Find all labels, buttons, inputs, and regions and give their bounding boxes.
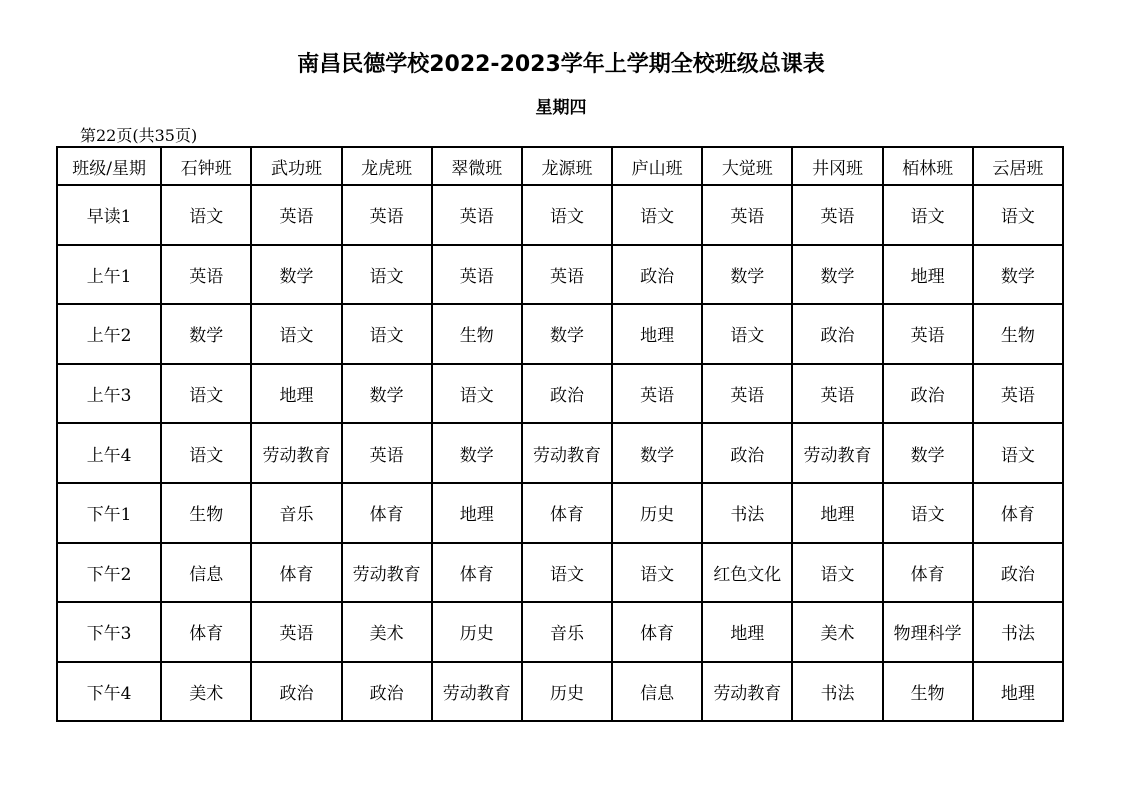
subject-cell: 地理 xyxy=(973,662,1063,722)
subject-cell: 数学 xyxy=(792,245,882,305)
table-row xyxy=(57,483,1063,543)
subject-cell: 书法 xyxy=(702,483,792,543)
subject-cell: 政治 xyxy=(522,364,612,424)
class-header: 武功班 xyxy=(251,147,341,185)
class-header: 庐山班 xyxy=(612,147,702,185)
subject-cell: 语文 xyxy=(973,423,1063,483)
subject-cell: 政治 xyxy=(702,423,792,483)
subject-cell: 音乐 xyxy=(251,483,341,543)
subject-cell: 政治 xyxy=(251,662,341,722)
subject-cell: 政治 xyxy=(612,245,702,305)
subject-cell: 语文 xyxy=(342,245,432,305)
subject-cell: 政治 xyxy=(883,364,973,424)
subject-cell: 体育 xyxy=(612,602,702,662)
subject-cell: 历史 xyxy=(432,602,522,662)
subject-cell: 英语 xyxy=(432,185,522,245)
table-row xyxy=(57,662,1063,722)
subject-cell: 语文 xyxy=(251,304,341,364)
class-header: 井冈班 xyxy=(792,147,882,185)
subject-cell: 英语 xyxy=(612,364,702,424)
subject-cell: 语文 xyxy=(612,543,702,603)
class-header: 翠微班 xyxy=(432,147,522,185)
table-row xyxy=(57,185,1063,245)
table-row xyxy=(57,602,1063,662)
subject-cell: 英语 xyxy=(973,364,1063,424)
subject-cell: 英语 xyxy=(432,245,522,305)
subject-cell: 语文 xyxy=(883,483,973,543)
subject-cell: 数学 xyxy=(522,304,612,364)
subject-cell: 信息 xyxy=(612,662,702,722)
subject-cell: 体育 xyxy=(161,602,251,662)
subject-cell: 地理 xyxy=(883,245,973,305)
subject-cell: 英语 xyxy=(702,185,792,245)
subject-cell: 数学 xyxy=(432,423,522,483)
subject-cell: 美术 xyxy=(342,602,432,662)
subject-cell: 语文 xyxy=(522,543,612,603)
subject-cell: 英语 xyxy=(883,304,973,364)
period-label: 下午1 xyxy=(57,483,161,543)
table-row xyxy=(57,245,1063,305)
page-title: 南昌民德学校2022-2023学年上学期全校班级总课表 xyxy=(297,52,825,77)
subject-cell: 英语 xyxy=(251,602,341,662)
schedule-body xyxy=(57,185,1063,721)
subject-cell: 劳动教育 xyxy=(342,543,432,603)
subject-cell: 语文 xyxy=(702,304,792,364)
subject-cell: 劳动教育 xyxy=(792,423,882,483)
subject-cell: 体育 xyxy=(973,483,1063,543)
class-header: 龙虎班 xyxy=(342,147,432,185)
subject-cell: 政治 xyxy=(792,304,882,364)
subject-cell: 书法 xyxy=(792,662,882,722)
subject-cell: 劳动教育 xyxy=(251,423,341,483)
subject-cell: 英语 xyxy=(251,185,341,245)
subject-cell: 数学 xyxy=(702,245,792,305)
subject-cell: 英语 xyxy=(342,185,432,245)
subject-cell: 地理 xyxy=(702,602,792,662)
subject-cell: 政治 xyxy=(973,543,1063,603)
class-header: 云居班 xyxy=(973,147,1063,185)
table-row xyxy=(57,304,1063,364)
day-subtitle: 星期四 xyxy=(535,98,587,118)
subject-cell: 生物 xyxy=(161,483,251,543)
subject-cell: 数学 xyxy=(883,423,973,483)
subject-cell: 数学 xyxy=(612,423,702,483)
period-label: 下午2 xyxy=(57,543,161,603)
subject-cell: 物理科学 xyxy=(883,602,973,662)
subject-cell: 美术 xyxy=(161,662,251,722)
subject-cell: 体育 xyxy=(251,543,341,603)
subject-cell: 语文 xyxy=(973,185,1063,245)
period-label: 下午3 xyxy=(57,602,161,662)
subject-cell: 生物 xyxy=(973,304,1063,364)
subject-cell: 地理 xyxy=(792,483,882,543)
table-header-row xyxy=(57,147,1063,185)
subject-cell: 数学 xyxy=(342,364,432,424)
subject-cell: 语文 xyxy=(792,543,882,603)
subject-cell: 英语 xyxy=(522,245,612,305)
subject-cell: 书法 xyxy=(973,602,1063,662)
subject-cell: 生物 xyxy=(432,304,522,364)
subject-cell: 英语 xyxy=(342,423,432,483)
period-label: 上午4 xyxy=(57,423,161,483)
subject-cell: 红色文化 xyxy=(702,543,792,603)
class-header: 龙源班 xyxy=(522,147,612,185)
subject-cell: 英语 xyxy=(161,245,251,305)
subject-cell: 体育 xyxy=(342,483,432,543)
table-row xyxy=(57,364,1063,424)
subject-cell: 数学 xyxy=(973,245,1063,305)
subject-cell: 语文 xyxy=(432,364,522,424)
subject-cell: 生物 xyxy=(883,662,973,722)
subject-cell: 英语 xyxy=(792,185,882,245)
subject-cell: 语文 xyxy=(883,185,973,245)
subject-cell: 劳动教育 xyxy=(522,423,612,483)
subject-cell: 体育 xyxy=(883,543,973,603)
table-row xyxy=(57,423,1063,483)
period-label: 早读1 xyxy=(57,185,161,245)
table-row xyxy=(57,543,1063,603)
subject-cell: 体育 xyxy=(432,543,522,603)
subject-cell: 地理 xyxy=(612,304,702,364)
subject-cell: 地理 xyxy=(251,364,341,424)
subject-cell: 语文 xyxy=(161,185,251,245)
subject-cell: 体育 xyxy=(522,483,612,543)
subject-cell: 历史 xyxy=(522,662,612,722)
subject-cell: 语文 xyxy=(342,304,432,364)
subject-cell: 政治 xyxy=(342,662,432,722)
class-header: 石钟班 xyxy=(161,147,251,185)
subject-cell: 语文 xyxy=(612,185,702,245)
subject-cell: 劳动教育 xyxy=(702,662,792,722)
subject-cell: 音乐 xyxy=(522,602,612,662)
subject-cell: 美术 xyxy=(792,602,882,662)
subject-cell: 英语 xyxy=(792,364,882,424)
subject-cell: 语文 xyxy=(161,423,251,483)
class-header: 栢林班 xyxy=(883,147,973,185)
subject-cell: 历史 xyxy=(612,483,702,543)
corner-header: 班级/星期 xyxy=(57,147,161,185)
subject-cell: 语文 xyxy=(161,364,251,424)
page-counter: 第22页(共35页) xyxy=(80,126,198,145)
period-label: 下午4 xyxy=(57,662,161,722)
subject-cell: 数学 xyxy=(251,245,341,305)
class-schedule-table xyxy=(56,146,1064,722)
period-label: 上午1 xyxy=(57,245,161,305)
subject-cell: 信息 xyxy=(161,543,251,603)
period-label: 上午3 xyxy=(57,364,161,424)
subject-cell: 语文 xyxy=(522,185,612,245)
subject-cell: 英语 xyxy=(702,364,792,424)
subject-cell: 地理 xyxy=(432,483,522,543)
period-label: 上午2 xyxy=(57,304,161,364)
class-header: 大觉班 xyxy=(702,147,792,185)
subject-cell: 数学 xyxy=(161,304,251,364)
subject-cell: 劳动教育 xyxy=(432,662,522,722)
